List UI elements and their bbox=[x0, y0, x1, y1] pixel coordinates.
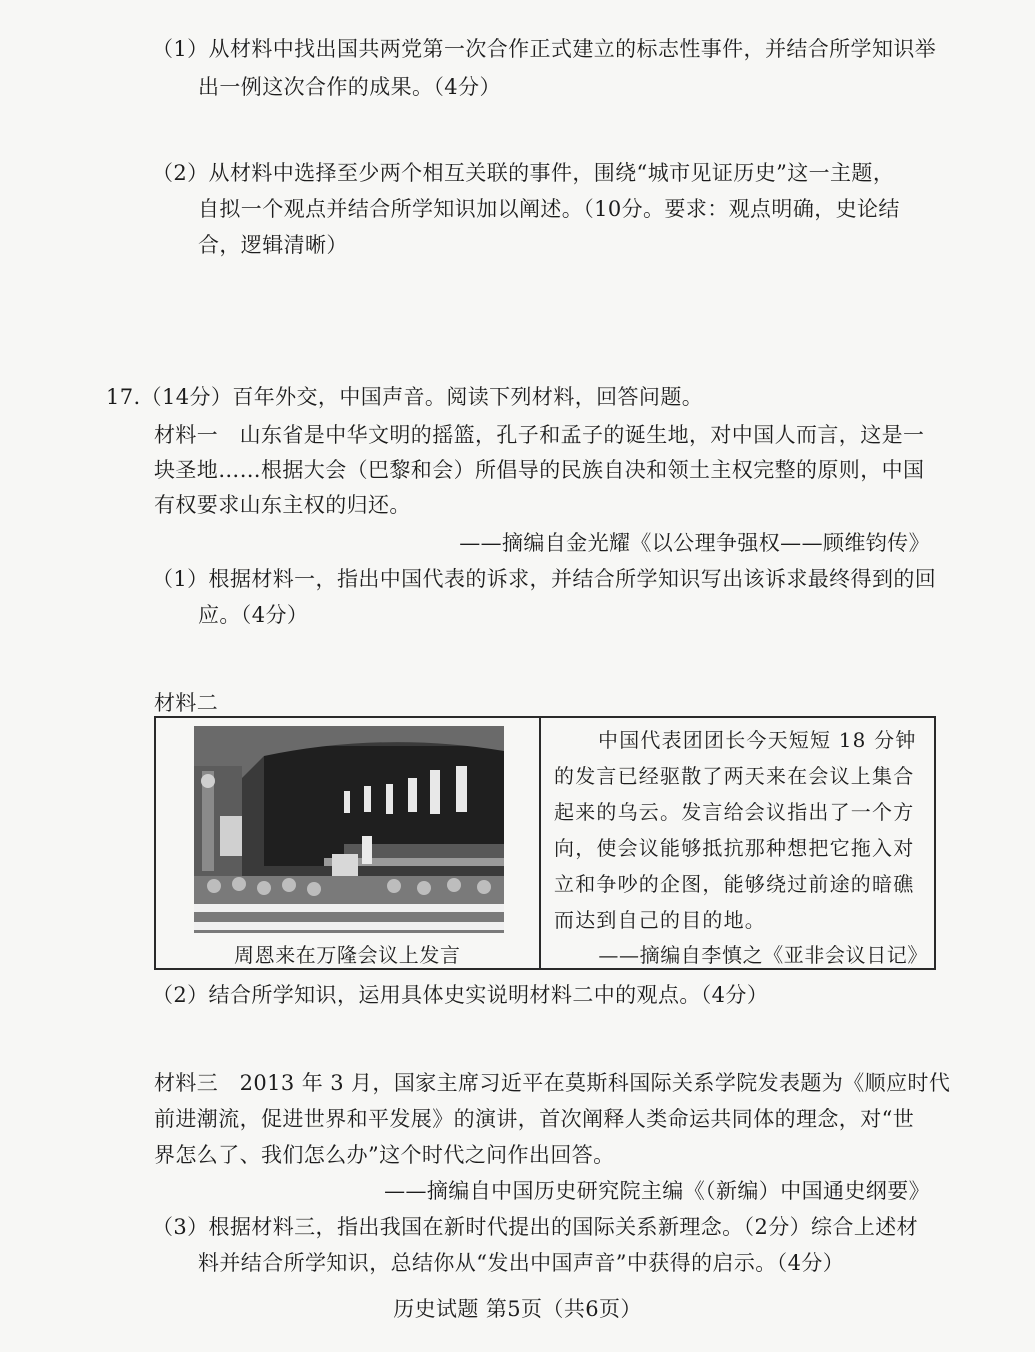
material1-line1: 材料一 山东省是中华文明的摇篮，孔子和孟子的诞生地，对中国人而言，这是一 bbox=[154, 423, 925, 447]
material2-quote-line3: 起来的乌云。发言给会议指出了一个方 bbox=[554, 800, 915, 824]
material2-source: ——摘编自李慎之《亚非会议日记》 bbox=[598, 943, 928, 967]
material2-table bbox=[154, 716, 936, 970]
material3-line3: 界怎么了、我们怎么办”这个时代之问作出回答。 bbox=[154, 1143, 615, 1167]
q16-part2-line1: （2）从材料中选择至少两个相互关联的事件，围绕“城市见证历史”这一主题， bbox=[152, 161, 895, 185]
material2-quote-line4: 向，使会议能够抵抗那种想把它拖入对 bbox=[554, 836, 915, 860]
table-divider bbox=[539, 718, 541, 968]
bandung-conference-photo bbox=[194, 726, 504, 933]
material2-label: 材料二 bbox=[154, 691, 219, 715]
material2-quote-line5: 立和争吵的企图，能够绕过前途的暗礁 bbox=[554, 872, 915, 896]
q16-part1-line1: （1）从材料中找出国共两党第一次合作正式建立的标志性事件，并结合所学知识举 bbox=[152, 37, 937, 61]
material2-quote-line6: 而达到自己的目的地。 bbox=[554, 908, 766, 932]
material1-source: ——摘编自金光耀《以公理争强权——顾维钧传》 bbox=[459, 531, 930, 555]
material2-quote-line2: 的发言已经驱散了两天来在会议上集合 bbox=[554, 764, 915, 788]
material1-line2: 块圣地……根据大会（巴黎和会）所倡导的民族自决和领土主权完整的原则，中国 bbox=[154, 458, 925, 482]
material3-source: ——摘编自中国历史研究院主编《（新编）中国通史纲要》 bbox=[384, 1179, 930, 1203]
material2-quote-line1: 中国代表团团长今天短短 18 分钟 bbox=[598, 728, 917, 752]
q16-part2-line3: 合，逻辑清晰） bbox=[198, 233, 348, 257]
photo-caption: 周恩来在万隆会议上发言 bbox=[234, 943, 461, 967]
material3-line1: 材料三 2013 年 3 月，国家主席习近平在莫斯科国际关系学院发表题为《顺应时代 bbox=[154, 1071, 951, 1095]
material3-line2: 前进潮流，促进世界和平发展》的演讲，首次阐释人类命运共同体的理念，对“世 bbox=[154, 1107, 915, 1131]
q16-part1-line2: 出一例这次合作的成果。（4分） bbox=[198, 75, 501, 99]
q17-part3-line2: 料并结合所学知识，总结你从“发出中国声音”中获得的启示。（4分） bbox=[198, 1251, 845, 1275]
q17-part1-line1: （1）根据材料一，指出中国代表的诉求，并结合所学知识写出该诉求最终得到的回 bbox=[152, 567, 937, 591]
q17-header: 17.（14分）百年外交，中国声音。阅读下列材料，回答问题。 bbox=[106, 385, 704, 409]
q17-part3-line1: （3）根据材料三，指出我国在新时代提出的国际关系新理念。（2分）综合上述材 bbox=[152, 1215, 919, 1239]
q17-part1-line2: 应。（4分） bbox=[198, 603, 309, 627]
q16-part2-line2: 自拟一个观点并结合所学知识加以阐述。（10分。要求：观点明确，史论结 bbox=[198, 197, 900, 221]
page-footer: 历史试题 第5页（共6页） bbox=[393, 1297, 642, 1321]
material1-line3: 有权要求山东主权的归还。 bbox=[154, 493, 411, 517]
q17-part2-line1: （2）结合所学知识，运用具体史实说明材料二中的观点。（4分） bbox=[152, 983, 769, 1007]
